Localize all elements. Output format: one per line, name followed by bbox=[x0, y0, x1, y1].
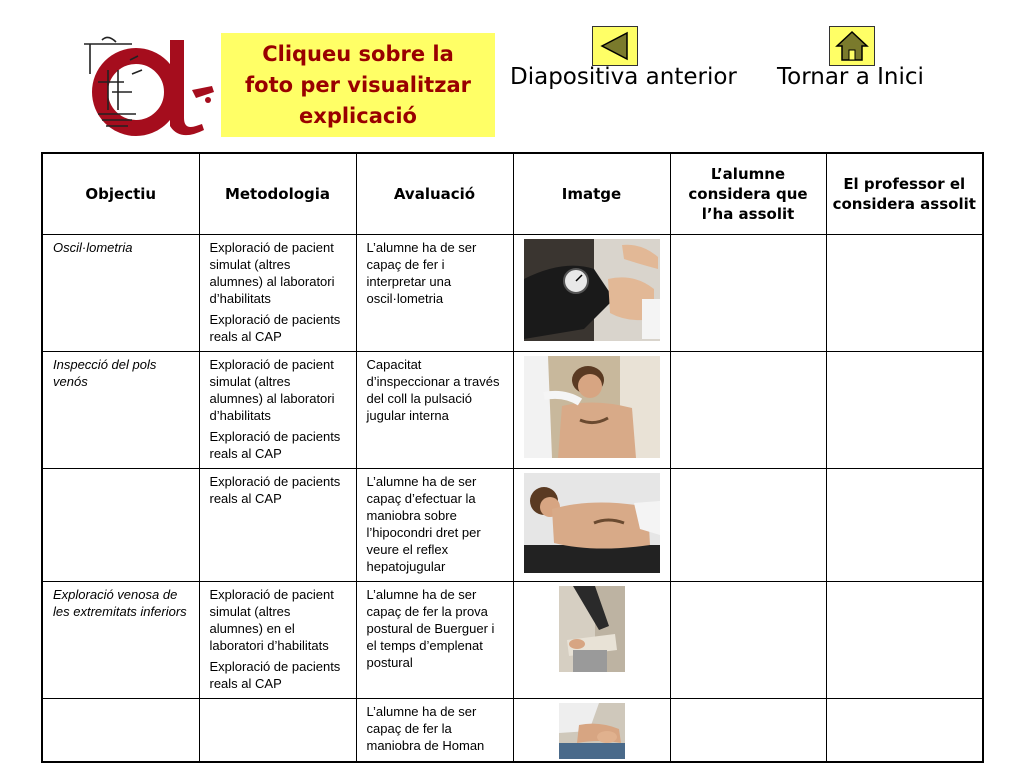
metodologia-item: Exploració de pacients reals al CAP bbox=[209, 311, 341, 344]
instruction-line-1: Cliqueu sobre la bbox=[262, 41, 454, 66]
metodologia-cell bbox=[199, 468, 356, 581]
header-avaluacio: Avaluació bbox=[356, 153, 513, 234]
metodologia-item: Exploració de pacient simulat (altres alumnes) en el laboratori d’habilitats bbox=[209, 586, 334, 653]
home-button[interactable] bbox=[829, 26, 875, 66]
professor-check-cell[interactable] bbox=[826, 581, 983, 698]
previous-slide-button[interactable] bbox=[592, 26, 638, 66]
imatge-cell bbox=[513, 468, 670, 581]
alumne-check-cell[interactable] bbox=[670, 351, 826, 468]
header-objectiu: Objectiu bbox=[42, 153, 199, 234]
metodologia-cell bbox=[199, 698, 356, 762]
table-row bbox=[42, 234, 983, 351]
alumne-check-cell[interactable] bbox=[670, 698, 826, 762]
objectiu-cell: Inspecció del pols venós bbox=[42, 351, 199, 468]
professor-check-cell[interactable] bbox=[826, 698, 983, 762]
table-row bbox=[42, 468, 983, 581]
table-row bbox=[42, 581, 983, 698]
metodologia-cell bbox=[199, 581, 356, 698]
objectives-table bbox=[41, 152, 984, 763]
university-logo bbox=[72, 30, 217, 138]
metodologia-item: Exploració de pacient simulat (altres alumnes) al laboratori d’habilitats bbox=[209, 239, 335, 306]
professor-check-cell[interactable] bbox=[826, 468, 983, 581]
table-row bbox=[42, 351, 983, 468]
metodologia-item: Exploració de pacients reals al CAP bbox=[209, 658, 341, 691]
avaluacio-cell: Capacitat d’inspeccionar a través del coll la pulsació jugular interna bbox=[356, 351, 513, 468]
avaluacio-cell: L’alumne ha de ser capaç d’efectuar la maniobra sobre l’hipocondri dret per veure el reflex hepatojugular bbox=[356, 468, 513, 581]
table-row bbox=[42, 698, 983, 762]
header-metodologia: Metodologia bbox=[199, 153, 356, 234]
header-imatge: Imatge bbox=[513, 153, 670, 234]
metodologia-item: Exploració de pacients reals al CAP bbox=[209, 428, 341, 461]
header-alumne: L’alumne considera que l’ha assolit bbox=[670, 153, 826, 234]
avaluacio-cell: L’alumne ha de ser capaç de fer la prova postural de Buerguer i el temps d’emplenat postural bbox=[356, 581, 513, 698]
table-header-row bbox=[42, 153, 983, 234]
instruction-box bbox=[221, 33, 495, 137]
alumne-check-cell[interactable] bbox=[670, 468, 826, 581]
objectiu-cell bbox=[42, 468, 199, 581]
instruction-line-2: foto per visualitzar bbox=[245, 72, 471, 97]
avaluacio-cell: L’alumne ha de ser capaç de fer i interpretar una oscil·lometria bbox=[356, 234, 513, 351]
house-icon bbox=[830, 27, 874, 65]
metodologia-item: Exploració de pacients reals al CAP bbox=[209, 473, 341, 506]
photo-buerger-test[interactable] bbox=[559, 586, 625, 672]
instruction-line-3: explicació bbox=[299, 103, 417, 128]
photo-hepatojugular[interactable] bbox=[524, 473, 660, 573]
professor-check-cell[interactable] bbox=[826, 234, 983, 351]
metodologia-cell bbox=[199, 234, 356, 351]
avaluacio-cell: L’alumne ha de ser capaç de fer la maniobra de Homan bbox=[356, 698, 513, 762]
instruction-text bbox=[245, 39, 471, 132]
objectiu-cell: Oscil·lometria bbox=[42, 234, 199, 351]
objectiu-cell bbox=[42, 698, 199, 762]
imatge-cell bbox=[513, 351, 670, 468]
alumne-check-cell[interactable] bbox=[670, 234, 826, 351]
home-label[interactable]: Tornar a Inici bbox=[777, 64, 924, 90]
photo-jugular-inspection[interactable] bbox=[524, 356, 660, 458]
professor-check-cell[interactable] bbox=[826, 351, 983, 468]
photo-homan-maneuver[interactable] bbox=[559, 703, 625, 759]
alumne-check-cell[interactable] bbox=[670, 581, 826, 698]
metodologia-item: Exploració de pacient simulat (altres alumnes) al laboratori d’habilitats bbox=[209, 356, 335, 423]
photo-blood-pressure[interactable] bbox=[524, 239, 660, 341]
imatge-cell bbox=[513, 234, 670, 351]
imatge-cell bbox=[513, 581, 670, 698]
imatge-cell bbox=[513, 698, 670, 762]
metodologia-cell bbox=[199, 351, 356, 468]
previous-slide-label[interactable]: Diapositiva anterior bbox=[510, 64, 737, 90]
objectiu-cell: Exploració venosa de les extremitats inferiors bbox=[42, 581, 199, 698]
header-professor: El professor el considera assolit bbox=[826, 153, 983, 234]
triangle-left-icon bbox=[593, 27, 637, 65]
